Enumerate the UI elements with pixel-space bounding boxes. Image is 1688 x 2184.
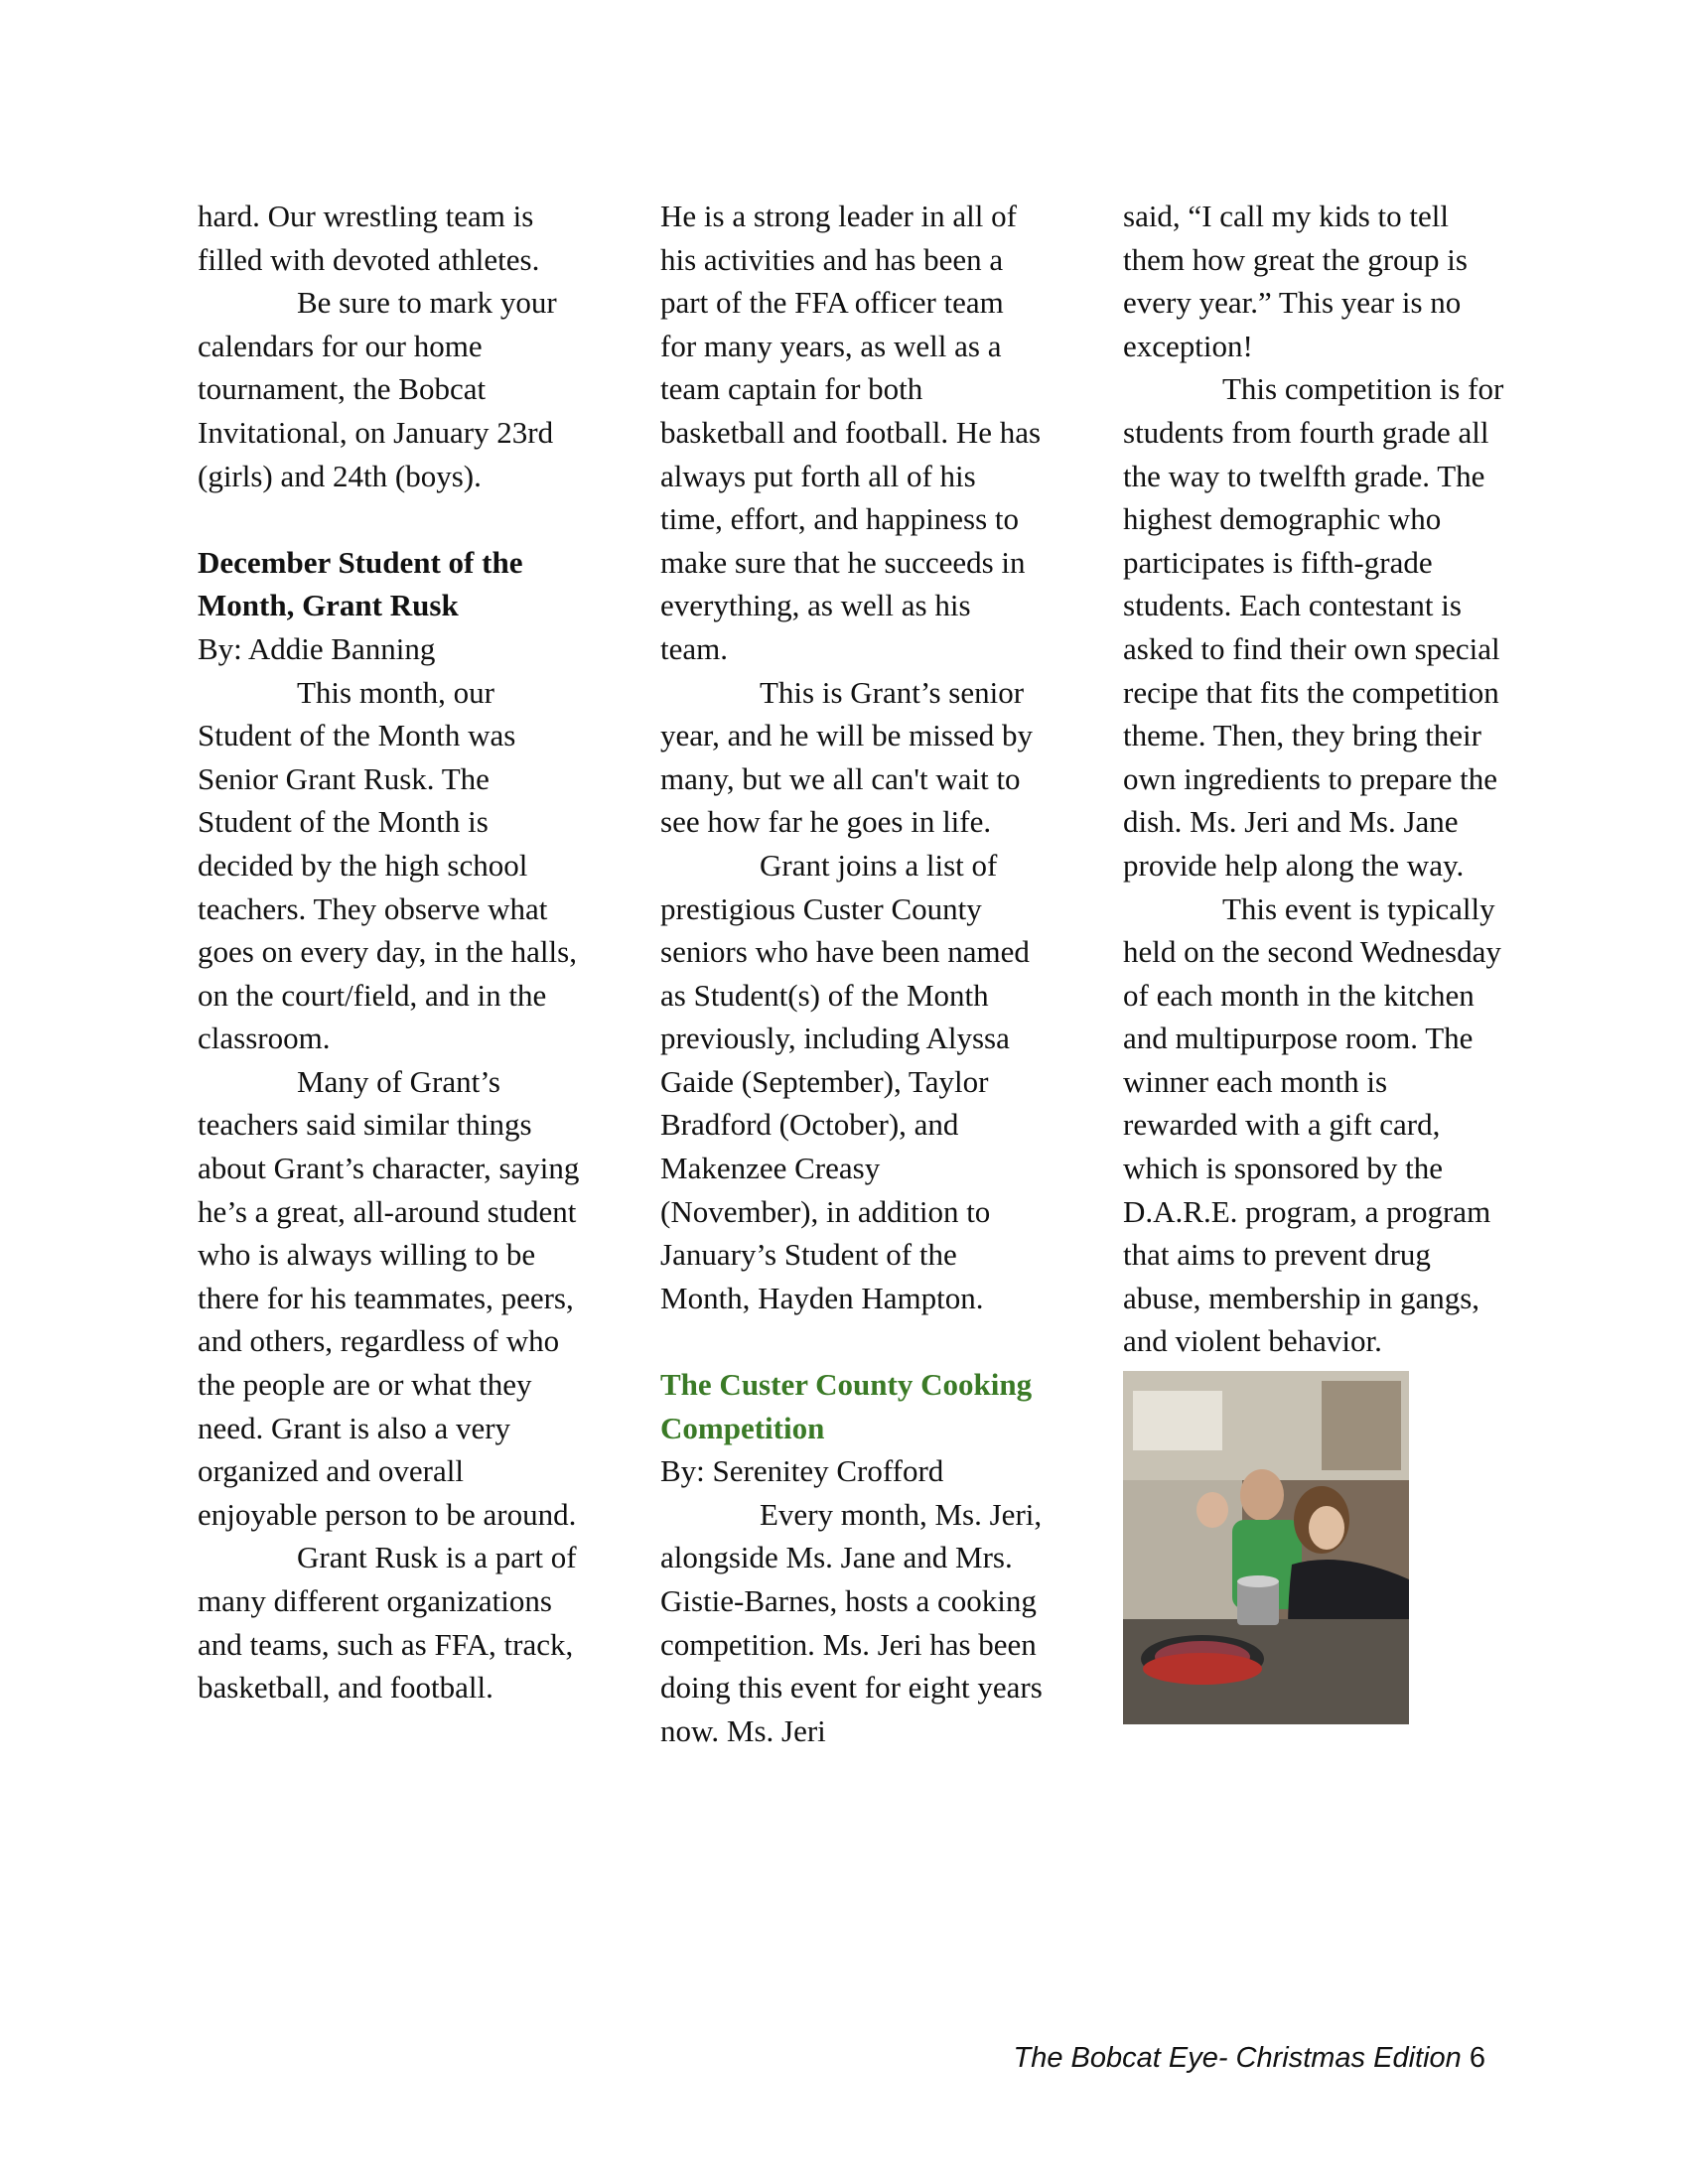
paragraph-tournament: Be sure to mark your calendars for our home tournament, the Bobcat Invitational, on January 23rd (girls) and 24th (boys). xyxy=(198,285,557,493)
spacer xyxy=(660,1319,1043,1363)
paragraph: This month, our Student of the Month was Senior Grant Rusk. The Student of the Month is decided by the high school teachers. They observe what goes on every day, in the halls, on the court/field, and in the classroom. xyxy=(198,674,577,1056)
article-title-cooking-competition: The Custer County Cooking Competition xyxy=(660,1367,1033,1445)
paragraph: Many of Grant’s teachers said similar things about Grant’s character, saying he’s a great, all-around student who is always willing to be there for his teammates, peers, and others, regardless of who the people are or what they need. Grant is also a very organized and overall enjoyable person to be around. xyxy=(198,1063,580,1532)
page-footer xyxy=(894,2042,1485,2075)
paragraph-wrestling-end: hard. Our wrestling team is filled with devoted athletes. xyxy=(198,199,540,277)
paragraph: Grant joins a list of prestigious Custer County seniors who have been named as Student(s) of the Month previously, including Alyssa Gaide (September), Taylor Bradford (October), and Makenzee Creasy (November), in addition to January’s Student of the Month, Hayden Hampton. xyxy=(660,847,1030,1315)
paragraph: This event is typically held on the second Wednesday of each month in the kitchen and multipurpose room. The winner each month is rewarded with a gift card, which is sponsored by the D.A.R.E. program, a program that aims to prevent drug abuse, membership in gangs, and violent behavior. xyxy=(1123,890,1501,1359)
paragraph: Every month, Ms. Jeri, alongside Ms. Jane and Mrs. Gistie-Barnes, hosts a cooking competition. Ms. Jeri has been doing this event for eight years now. Ms. Jeri xyxy=(660,1496,1043,1748)
column-middle xyxy=(660,195,1043,1752)
page-number: 6 xyxy=(1469,2042,1485,2074)
article-title-student-of-month: December Student of the Month, Grant Rusk xyxy=(198,544,523,623)
cooking-photo xyxy=(1123,1371,1409,1724)
paragraph: Grant Rusk is a part of many different organizations and teams, such as FFA, track, basketball, and football. xyxy=(198,1540,577,1706)
footer-publication-name: The Bobcat Eye- Christmas Edition xyxy=(1013,2042,1462,2074)
byline: By: Addie Banning xyxy=(198,630,436,666)
spacer xyxy=(198,497,580,541)
paragraph: This competition is for students from fourth grade all the way to twelfth grade. The highest demographic who participates is fifth-grade students. Each contestant is asked to find their own special recipe that fits the competition theme. Then, they bring their own ingredients to prepare the dish. Ms. Jeri and Ms. Jane provide help along the way. xyxy=(1123,371,1504,883)
paragraph: He is a strong leader in all of his activities and has been a part of the FFA officer team for many years, as well as a team captain for both basketball and football. He has always put forth all of his time, effort, and happiness to make sure that he succeeds in everything, as well as his team. xyxy=(660,199,1042,666)
column-left xyxy=(198,195,580,1709)
column-right xyxy=(1123,195,1505,1724)
cooking-photo-illustration xyxy=(1123,1371,1409,1724)
paragraph: This is Grant’s senior year, and he will be missed by many, but we all can't wait to see how far he goes in life. xyxy=(660,674,1033,840)
byline: By: Serenitey Crofford xyxy=(660,1453,944,1489)
paragraph: said, “I call my kids to tell them how great the group is every year.” This year is no exception! xyxy=(1123,199,1468,363)
